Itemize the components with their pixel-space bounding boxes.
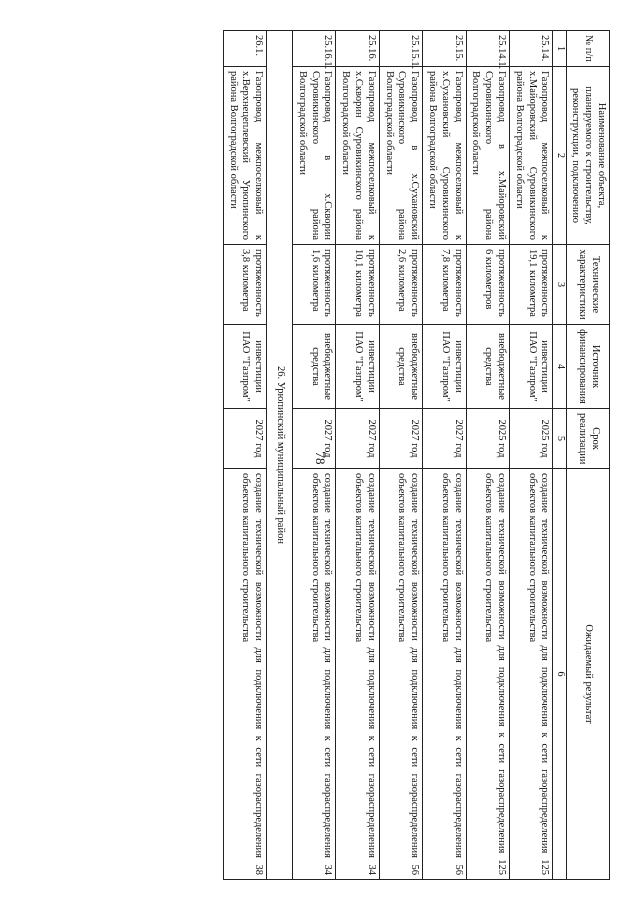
tech-characteristics: протяженность 19,1 километра	[510, 245, 553, 325]
column-number: 1	[553, 31, 566, 67]
tech-characteristics: протяженность 2,6 километра	[379, 245, 422, 325]
term: 2027 год	[336, 409, 379, 469]
object-name: Газопровод межпоселковый к х.Майоровский Суровикинского района Волгоградской области	[510, 67, 553, 245]
plan-table	[223, 30, 610, 880]
header-cell: № п/п	[566, 31, 609, 67]
funding-source: внебюджетные средства	[466, 325, 509, 409]
term: 2027 год	[223, 409, 266, 469]
tech-characteristics: протяженность 3,8 километра	[223, 245, 266, 325]
table-row	[223, 31, 266, 880]
page-number: 78	[313, 451, 328, 465]
expected-result: создание технической возможности для подключения к сети газораспределения 125 объектов капитального строительства	[466, 469, 509, 880]
column-number: 5	[553, 409, 566, 469]
section-row	[267, 31, 293, 880]
object-name: Газопровод в х.Сухановский Суровикинского района Волгоградской области	[379, 67, 422, 245]
header-cell: Ожидаемый результат	[566, 469, 609, 880]
header-cell: Технические характеристики	[566, 245, 609, 325]
funding-source: инвестиции ПАО "Газпром"	[336, 325, 379, 409]
row-number: 25.14.1.	[466, 31, 509, 67]
header-row	[566, 31, 609, 880]
term: 2027 год	[293, 409, 336, 469]
expected-result: создание технической возможности для подключения к сети газораспределения 56 объектов капитального строительства	[379, 469, 422, 880]
column-number: 3	[553, 245, 566, 325]
tech-characteristics: протяженность 6 километров	[466, 245, 509, 325]
expected-result: создание технической возможности для подключения к сети газораспределения 56 объектов капитального строительства	[423, 469, 466, 880]
object-name: Газопровод межпоселковый к х.Верхнецеплевский Урюпинского района Волгоградской области	[223, 67, 266, 245]
object-name: Газопровод в х.Майоровский Суровикинского района Волгоградской области	[466, 67, 509, 245]
table-row	[510, 31, 553, 880]
table-row	[336, 31, 379, 880]
rotated-page	[80, 30, 610, 880]
header-cell: Наименование объекта, планируемого к строительству, реконструкции, подключению	[566, 67, 609, 245]
expected-result: создание технической возможности для подключения к сети газораспределения 34 объектов капитального строительства	[293, 469, 336, 880]
tech-characteristics: протяженность 7,8 километра	[423, 245, 466, 325]
funding-source: внебюджетные средства	[379, 325, 422, 409]
object-name: Газопровод межпоселковый к х.Сухановский Суровикинского района Волгоградской области	[423, 67, 466, 245]
expected-result: создание технической возможности для подключения к сети газораспределения 34 объектов капитального строительства	[336, 469, 379, 880]
row-number: 25.14.	[510, 31, 553, 67]
funding-source: инвестиции ПАО "Газпром"	[423, 325, 466, 409]
column-number: 2	[553, 67, 566, 245]
header-cell: Источник финансирования	[566, 325, 609, 409]
expected-result: создание технической возможности для подключения к сети газораспределения 38 объектов капитального строительства	[223, 469, 266, 880]
header-cell: Срок реализации	[566, 409, 609, 469]
funding-source: инвестиции ПАО "Газпром"	[510, 325, 553, 409]
table-row	[466, 31, 509, 880]
row-number: 25.15.1.	[379, 31, 422, 67]
term: 2025 год	[510, 409, 553, 469]
term: 2027 год	[423, 409, 466, 469]
funding-source: внебюджетные средства	[293, 325, 336, 409]
tech-characteristics: протяженность 1,6 километра	[293, 245, 336, 325]
column-number-row	[553, 31, 566, 880]
expected-result: создание технической возможности для подключения к сети газораспределения 125 объектов капитального строительства	[510, 469, 553, 880]
table-row	[379, 31, 422, 880]
row-number: 25.15.	[423, 31, 466, 67]
row-number: 25.16.1.	[293, 31, 336, 67]
column-number: 4	[553, 325, 566, 409]
row-number: 26.1.	[223, 31, 266, 67]
term: 2027 год	[379, 409, 422, 469]
column-number: 6	[553, 469, 566, 880]
object-name: Газопровод в х.Скворин Суровикинского района Волгоградской области	[293, 67, 336, 245]
object-name: Газопровод межпоселковый к х.Скворин Суровикинского района Волгоградской области	[336, 67, 379, 245]
term: 2025 год	[466, 409, 509, 469]
table-row	[293, 31, 336, 880]
tech-characteristics: протяженность 10,1 километра	[336, 245, 379, 325]
section-title: 26. Урюпинский муниципальный район	[267, 31, 293, 880]
table-row	[423, 31, 466, 880]
row-number: 25.16.	[336, 31, 379, 67]
funding-source: инвестиции ПАО "Газпром"	[223, 325, 266, 409]
